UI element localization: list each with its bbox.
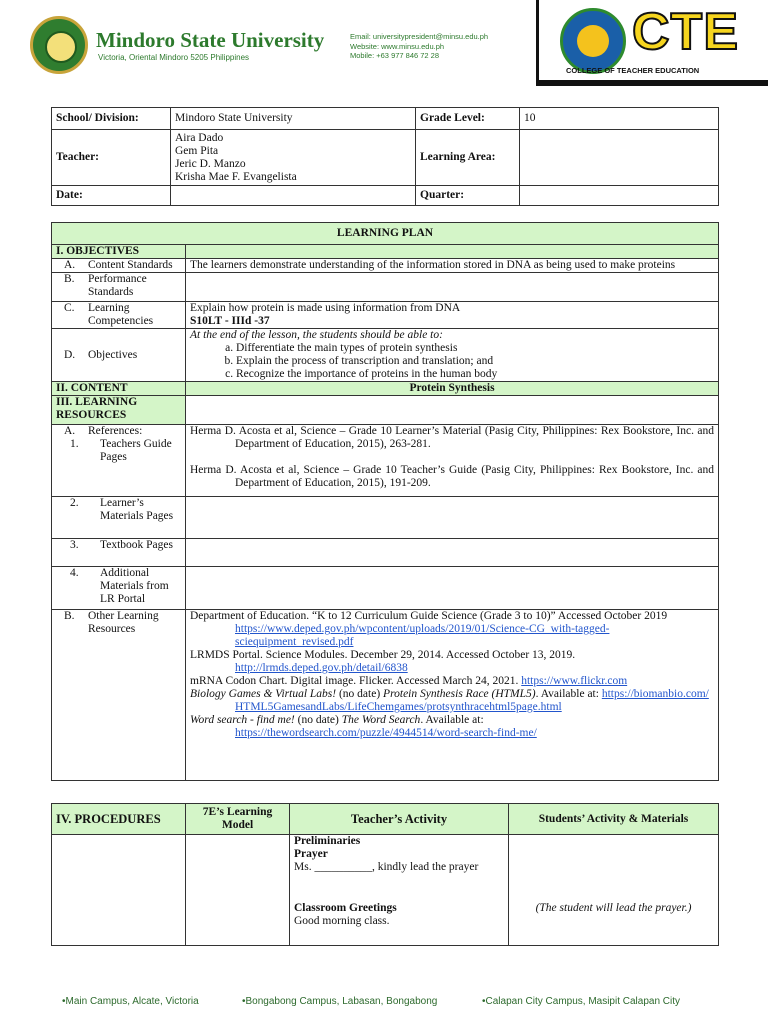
item-number: D.: [64, 348, 76, 361]
resource-avail: . Available at:: [535, 688, 599, 700]
item-number: 1.: [70, 438, 79, 450]
competencies-value: [186, 302, 719, 329]
learning-model-header: 7E’s Learning Model: [186, 804, 290, 835]
item-label: Teachers Guide Pages: [100, 438, 172, 463]
greetings-heading: Classroom Greetings: [294, 902, 397, 914]
content-value: Protein Synthesis: [186, 382, 719, 396]
competency-code: S10LT - IIId -37: [190, 315, 270, 327]
prayer-heading: Prayer: [294, 848, 328, 860]
grade-value: 10: [520, 108, 719, 130]
item-number: 3.: [70, 539, 79, 551]
teacher-label: Teacher:: [52, 130, 171, 186]
resource-entry: [190, 714, 714, 740]
references-label: [52, 425, 186, 497]
resource-date: (no date): [297, 714, 339, 726]
cte-logo-text: CTE: [632, 3, 739, 61]
list-item: c. Recognize the importance of proteins in the human body: [236, 368, 714, 381]
item-label: References:: [88, 425, 143, 437]
greetings-text: Good morning class.: [294, 915, 390, 927]
grade-label: Grade Level:: [416, 108, 520, 130]
textbook-value: [186, 539, 719, 567]
competency-text: Explain how protein is made using information from DNA: [190, 302, 461, 314]
other-resources-label: [52, 610, 186, 781]
list-item: b. Explain the process of transcription and translation; and: [236, 355, 714, 368]
content-standards-value: The learners demonstrate understanding of the information stored in DNA as being used to make proteins: [186, 259, 719, 273]
learning-plan-table: [51, 222, 719, 781]
resource-source: Word search - find me!: [190, 714, 295, 726]
objectives-header-blank: [186, 245, 719, 259]
item-number: C.: [64, 302, 75, 314]
list-item: a. Differentiate the main types of protein synthesis: [236, 342, 714, 355]
university-name: Mindoro State University: [96, 28, 325, 52]
teacher-name: Krisha Mae F. Evangelista: [175, 170, 297, 183]
university-address: Victoria, Oriental Mindoro 5205 Philippines: [98, 53, 250, 62]
performance-standards-value: [186, 273, 719, 302]
quarter-label: Quarter:: [416, 186, 520, 206]
footer-campus: •Main Campus, Alcate, Victoria: [62, 996, 199, 1007]
cte-seal-logo: [560, 8, 626, 74]
teacher-name: Gem Pita: [175, 144, 219, 157]
competencies-label: [52, 302, 186, 329]
objectives-value: [186, 329, 719, 382]
reference-learners-material: Herma D. Acosta et al, Science – Grade 10 Learner’s Material (Pasig City, Philippines: Rex Bookstore, Inc. and Department of Education, 2015), 263-281.: [190, 425, 715, 450]
item-label: Other Learning Resources: [88, 610, 159, 635]
content-standards-label: [52, 259, 186, 273]
resource-entry: [190, 675, 714, 688]
page-header: [0, 0, 768, 86]
procedures-table: [51, 803, 719, 946]
learning-plan-title: LEARNING PLAN: [52, 223, 719, 245]
student-prayer-text: (The student will lead the prayer.): [535, 902, 692, 914]
references-value: [186, 425, 719, 497]
contact-website: Website: www.minsu.edu.ph: [350, 41, 445, 51]
contact-info: [350, 32, 488, 61]
resource-link[interactable]: https://www.deped.gov.ph/wpcontent/uploads/2019/01/Science-CG_with-tagged-sciequipment_revised.pdf: [235, 623, 610, 648]
other-resources-value: [186, 610, 719, 781]
teacher-activity-cell: [290, 835, 509, 946]
additional-materials-label: [52, 567, 186, 610]
date-label: Date:: [52, 186, 171, 206]
university-seal-logo: [30, 16, 88, 74]
contact-email: Email: universitypresident@minsu.edu.ph: [350, 32, 489, 41]
teacher-name: Jeric D. Manzo: [175, 157, 246, 170]
item-number: A.: [64, 425, 76, 437]
resource-avail: . Available at:: [420, 714, 484, 726]
resource-link[interactable]: https://www.flickr.com: [521, 675, 628, 687]
item-label: Learner’s Materials Pages: [100, 497, 174, 522]
students-activity-header: Students’ Activity & Materials: [509, 804, 719, 835]
objectives-list: [190, 342, 714, 381]
quarter-value: [520, 186, 719, 206]
footer-campus: •Bongabong Campus, Labasan, Bongabong: [242, 996, 438, 1007]
header-bar: [539, 80, 768, 86]
date-value: [171, 186, 416, 206]
textbook-label: [52, 539, 186, 567]
header-divider: [536, 0, 539, 86]
item-number: B.: [64, 273, 75, 285]
teacher-names: [171, 130, 416, 186]
resource-entry: [190, 688, 714, 714]
resource-title: The Word Search: [341, 714, 421, 726]
learners-materials-value: [186, 497, 719, 539]
resource-source: Biology Games & Virtual Labs!: [190, 688, 337, 700]
resources-header-blank: [186, 396, 719, 425]
resource-entry: [190, 610, 714, 649]
objectives-intro: At the end of the lesson, the students should be able to:: [190, 329, 443, 341]
school-label: School/ Division:: [52, 108, 171, 130]
resources-header: III. LEARNING RESOURCES: [52, 396, 186, 425]
item-label: Objectives: [88, 348, 138, 361]
item-number: 4.: [70, 567, 79, 579]
school-value: Mindoro State University: [171, 108, 416, 130]
additional-materials-value: [186, 567, 719, 610]
procedures-header: IV. PROCEDURES: [52, 804, 186, 835]
procedure-cell: [52, 835, 186, 946]
performance-standards-label: [52, 273, 186, 302]
resource-date: (no date): [338, 688, 381, 700]
resource-link[interactable]: https://biomanbio.com/HTML5GamesandLabs/LifeChemgames/protsynthracehtml5page.html: [235, 688, 709, 713]
preliminaries-heading: Preliminaries: [294, 835, 361, 847]
student-activity-cell: [509, 835, 719, 946]
resource-link[interactable]: https://thewordsearch.com/puzzle/4944514/word-search-find-me/: [235, 727, 537, 739]
item-label: Performance Standards: [88, 273, 147, 298]
item-number: 2.: [70, 497, 79, 509]
item-number: A.: [64, 259, 76, 271]
info-table: [51, 107, 719, 206]
contact-mobile: Mobile: +63 977 846 72 28: [350, 51, 440, 60]
objectives-label: [52, 329, 186, 382]
teacher-name: Aira Dado: [175, 131, 224, 144]
footer-campus: •Calapan City Campus, Masipit Calapan City: [482, 996, 681, 1007]
item-label: Additional Materials from LR Portal: [100, 567, 169, 605]
resource-text: Department of Education. “K to 12 Curriculum Guide Science (Grade 3 to 10)” Accessed October 2019: [190, 610, 668, 622]
objectives-header: I. OBJECTIVES: [52, 245, 186, 259]
learners-materials-label: [52, 497, 186, 539]
learning-area-label: Learning Area:: [416, 130, 520, 186]
resource-text: mRNA Codon Chart. Digital image. Flicker. Accessed March 24, 2021.: [190, 675, 519, 687]
resource-entry: [190, 649, 714, 675]
resource-text: LRMDS Portal. Science Modules. December 29, 2014. Accessed October 13, 2019.: [190, 649, 576, 661]
content-header: II. CONTENT: [52, 382, 186, 396]
item-number: B.: [64, 610, 75, 622]
reference-teachers-guide: Herma D. Acosta et al, Science – Grade 10 Teacher’s Guide (Pasig City, Philippines: Rex Bookstore, Inc. and Department of Education, 2015), 191-209.: [190, 464, 715, 489]
item-label: Textbook Pages: [100, 539, 173, 551]
cte-full-name: COLLEGE OF TEACHER EDUCATION: [566, 66, 700, 75]
prayer-text: Ms. __________, kindly lead the prayer: [294, 861, 479, 873]
model-cell: [186, 835, 290, 946]
resource-title: Protein Synthesis Race (HTML5): [383, 688, 536, 700]
item-label: Content Standards: [88, 259, 173, 271]
teachers-activity-header: Teacher’s Activity: [290, 804, 509, 835]
resource-link[interactable]: http://lrmds.deped.gov.ph/detail/6838: [235, 662, 408, 674]
item-label: Learning Competencies: [88, 302, 154, 327]
learning-area-value: [520, 130, 719, 186]
